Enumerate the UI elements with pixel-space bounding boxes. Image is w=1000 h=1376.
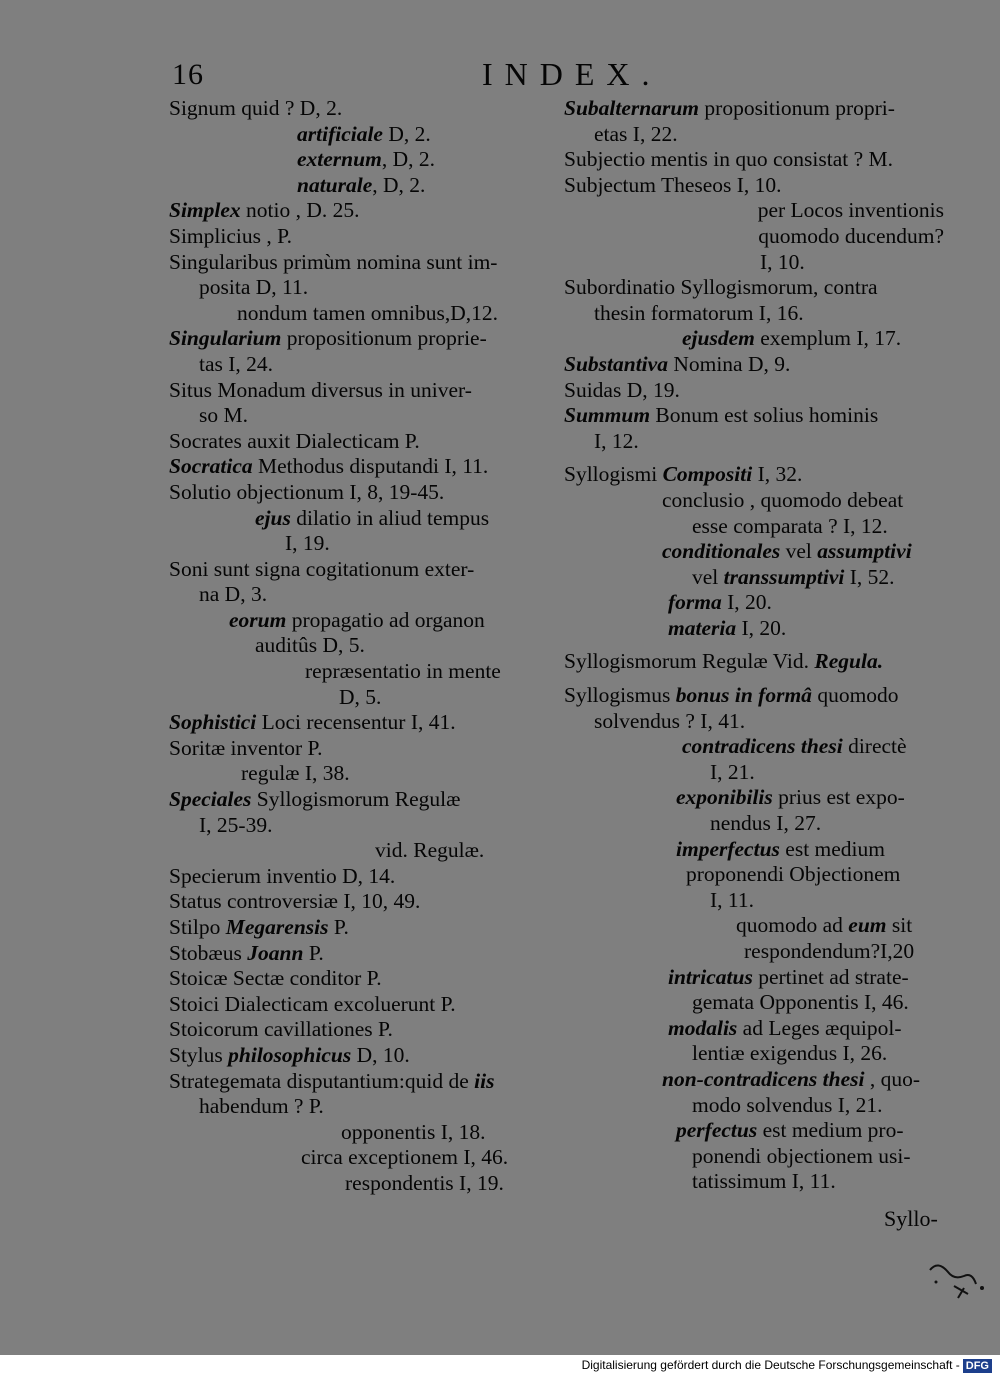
- index-text: D, 5.: [339, 684, 382, 709]
- index-entry-line: [564, 939, 944, 965]
- index-term-italic: imperfectus: [676, 836, 780, 861]
- index-text: proponendi Objectionem: [686, 862, 901, 887]
- index-entry-line: [564, 173, 944, 199]
- index-entry-line: [169, 531, 549, 557]
- index-text: etas I, 22.: [594, 121, 678, 146]
- index-entry-line: [169, 429, 549, 455]
- index-entry-line: [169, 301, 549, 327]
- index-entry-line: [564, 326, 944, 352]
- index-text: conclusio , quomodo debeat: [662, 487, 904, 512]
- index-text: I, 25-39.: [199, 812, 273, 837]
- index-text: sit: [886, 913, 913, 938]
- index-text: Specierum inventio D, 14.: [169, 863, 396, 888]
- index-text: Loci recensentur I, 41.: [256, 710, 456, 735]
- index-entry-line: [564, 301, 944, 327]
- index-text: Signum quid ? D, 2.: [169, 96, 343, 120]
- index-term-italic: Compositi: [662, 462, 753, 487]
- index-text: Stoici Dialecticam excoluerunt P.: [169, 991, 456, 1016]
- index-text: Socrates auxit Dialecticam P.: [169, 428, 420, 453]
- index-text: Stoicæ Sectæ conditor P.: [169, 966, 382, 991]
- index-text: Stilpo: [169, 915, 226, 939]
- index-entry-line: [169, 941, 549, 967]
- index-text: Methodus disputandi I, 11.: [252, 454, 489, 479]
- index-term-italic: Sophistici: [169, 710, 257, 735]
- index-text: so M.: [199, 403, 248, 428]
- index-entry-line: [564, 811, 944, 837]
- index-term-italic: artificiale: [297, 121, 383, 146]
- index-entry-line: [564, 488, 944, 514]
- index-entry-line: [564, 1169, 944, 1195]
- index-term-italic: transsumptivi: [723, 564, 845, 589]
- index-entry-line: [169, 122, 549, 148]
- index-entry-line: [564, 913, 944, 939]
- index-text: Stobæus: [169, 940, 248, 965]
- index-text: I, 20.: [736, 615, 787, 640]
- index-text: tas I, 24.: [199, 351, 274, 376]
- index-term-italic: modalis: [668, 1015, 738, 1040]
- index-entry-line: [169, 685, 549, 711]
- index-entry-line: [564, 250, 944, 276]
- index-entry-line: [564, 990, 944, 1016]
- index-text: est medium pro-: [757, 1118, 904, 1143]
- index-text: propagatio ad organon: [286, 607, 485, 632]
- index-entry-line: [564, 352, 944, 378]
- page-number: 16: [172, 58, 204, 91]
- index-text: Nomina D, 9.: [667, 351, 791, 376]
- index-term-italic: contradicens: [682, 734, 796, 759]
- index-text: Strategemata disputantium:quid de: [169, 1068, 475, 1093]
- index-entry-line: [169, 787, 549, 813]
- index-entry-line: [564, 224, 944, 250]
- index-entry-line: [564, 785, 944, 811]
- dfg-logo: DFG: [963, 1359, 992, 1373]
- index-term-italic: non-contradicens thesi: [662, 1066, 865, 1091]
- index-text: I, 19.: [285, 531, 330, 556]
- index-term-italic: Socratica: [169, 454, 253, 479]
- index-text: est medium: [779, 836, 886, 861]
- index-entry-line: [564, 96, 944, 122]
- index-text: Subjectio mentis in quo consistat ? M.: [564, 147, 894, 172]
- index-entry-line: [169, 198, 549, 224]
- index-term-italic: assumptivi: [817, 539, 912, 564]
- index-text: na D, 3.: [199, 582, 268, 607]
- index-entry-line: [564, 565, 944, 591]
- index-term-italic: iis: [474, 1068, 495, 1093]
- index-entry-line: [169, 403, 549, 429]
- index-entry-line: [169, 147, 549, 173]
- index-text: nendus I, 27.: [710, 811, 822, 836]
- index-entry-line: [169, 506, 549, 532]
- index-entry-line: [169, 378, 549, 404]
- index-term-italic: Substantiva: [564, 351, 668, 376]
- index-text: Bonum est solius hominis: [650, 403, 879, 428]
- index-entry-line: [564, 709, 944, 735]
- index-text: vel: [692, 564, 724, 589]
- index-text: opponentis I, 18.: [341, 1119, 486, 1144]
- index-term-italic: bonus in formâ: [675, 683, 812, 708]
- index-entry-line: [564, 514, 944, 540]
- index-entry-line: [169, 582, 549, 608]
- index-term-italic: Megarensis: [225, 915, 329, 939]
- index-entry-line: [169, 838, 549, 864]
- index-text: habendum ? P.: [199, 1094, 324, 1119]
- index-entry-line: [169, 864, 549, 890]
- index-entry-line: [169, 966, 549, 992]
- index-text: exemplum I, 17.: [754, 326, 902, 351]
- index-text: solvendus ? I, 41.: [594, 708, 746, 733]
- index-term-italic: eorum: [229, 607, 287, 632]
- index-entry-line: [169, 633, 549, 659]
- index-text: respondendum?I,20: [744, 939, 915, 963]
- index-term-italic: Regula.: [814, 649, 884, 674]
- index-text: modo solvendus I, 21.: [692, 1092, 883, 1117]
- index-entry-line: [564, 147, 944, 173]
- index-entry-line: [169, 454, 549, 480]
- index-text: Situs Monadum diversus in univer-: [169, 377, 472, 402]
- index-text: , quo-: [864, 1066, 921, 1091]
- index-term-italic: Summum: [564, 403, 651, 428]
- index-text: Stoicorum cavillationes P.: [169, 1017, 393, 1042]
- index-text: I, 52.: [844, 564, 895, 589]
- index-text: posita D, 11.: [199, 275, 309, 300]
- index-entry-line: [169, 813, 549, 839]
- index-term-italic: Joann: [247, 940, 304, 965]
- index-text: D, 10.: [351, 1042, 410, 1067]
- index-entry-line: [564, 862, 944, 888]
- index-text: Subordinatio Syllogismorum, contra: [564, 275, 878, 300]
- footer-text: Digitalisierung gefördert durch die Deutsche Forschungsgemeinschaft -: [581, 1358, 960, 1372]
- index-term-italic: thesi: [800, 734, 843, 759]
- index-text: Status controversiæ I, 10, 49.: [169, 889, 421, 914]
- index-entry-line: [169, 1069, 549, 1095]
- index-entry-line: [169, 889, 549, 915]
- index-entry-line: [564, 1041, 944, 1067]
- index-text: quomodo ducendum?: [758, 223, 944, 248]
- index-text: quomodo: [811, 683, 899, 708]
- index-text: dilatio in aliud tempus: [290, 505, 490, 530]
- index-text: circa exceptionem I, 46.: [301, 1145, 509, 1170]
- index-term-italic: exponibilis: [676, 785, 773, 810]
- index-entry-line: [169, 352, 549, 378]
- index-entry-line: [564, 616, 944, 642]
- index-term-italic: Speciales: [169, 787, 252, 812]
- index-text: ad Leges æquipol-: [737, 1015, 902, 1040]
- index-text: Syllogismorum Regulæ: [251, 787, 461, 812]
- index-entry-line: [169, 96, 549, 122]
- running-head: INDEX.: [482, 56, 662, 92]
- index-text: pertinet ad strate-: [752, 964, 909, 989]
- index-text: Syllogismorum Regulæ Vid.: [564, 649, 815, 674]
- index-text: Suidas D, 19.: [564, 377, 680, 402]
- ink-smudge: [924, 1258, 990, 1302]
- index-text: regulæ I, 38.: [241, 761, 350, 786]
- index-term-italic: forma: [668, 590, 722, 615]
- index-text: Soritæ inventor P.: [169, 735, 323, 760]
- index-text: prius est expo-: [772, 785, 905, 810]
- index-term-italic: Subalternarum: [564, 96, 700, 120]
- index-entry-line: [564, 760, 944, 786]
- index-term-italic: perfectus: [676, 1118, 758, 1143]
- index-text: Solutio objectionum I, 8, 19-45.: [169, 479, 445, 504]
- index-text: Soni sunt signa cogitationum exter-: [169, 556, 475, 581]
- index-entry-line: [169, 224, 549, 250]
- index-entry-line: [169, 736, 549, 762]
- index-entry-line: [169, 173, 549, 199]
- catchword: Syllo-: [884, 1206, 938, 1231]
- index-entry-line: [564, 539, 944, 565]
- index-text: P.: [328, 915, 349, 939]
- index-term-italic: ejusdem: [682, 326, 755, 351]
- index-entry-line: [564, 198, 944, 224]
- index-entry-line: [169, 1120, 549, 1146]
- index-entry-line: [564, 590, 944, 616]
- index-text: vel: [780, 539, 818, 564]
- index-entry-line: [564, 965, 944, 991]
- index-entry-line: [169, 1171, 549, 1197]
- index-text: I, 32.: [752, 462, 803, 487]
- index-text: Simplicius , P.: [169, 223, 293, 248]
- index-text: propositionum proprie-: [281, 326, 487, 351]
- index-term-italic: intricatus: [668, 964, 753, 989]
- index-text: nondum tamen omnibus,D,12.: [237, 300, 498, 325]
- index-entry-line: [564, 1067, 944, 1093]
- index-text: I, 11.: [710, 887, 754, 912]
- index-text: Stylus: [169, 1042, 229, 1067]
- index-entry-line: [169, 250, 549, 276]
- index-term-italic: conditionales: [662, 539, 781, 564]
- index-entry-line: [564, 275, 944, 301]
- index-entry-line: [169, 557, 549, 583]
- index-entry-line: [564, 462, 944, 488]
- index-entry-line: [564, 403, 944, 429]
- index-text: auditûs D, 5.: [255, 633, 365, 658]
- index-text: D, 2.: [382, 121, 431, 146]
- index-text: gemata Opponentis I, 46.: [692, 990, 909, 1015]
- index-text: I, 12.: [594, 428, 639, 453]
- index-text: ponendi objectionem usi-: [692, 1143, 911, 1168]
- index-term-italic: naturale: [297, 172, 373, 197]
- index-text: notio , D. 25.: [240, 198, 360, 223]
- index-entry-line: [169, 608, 549, 634]
- index-entry-line: [564, 1016, 944, 1042]
- index-entry-line: [169, 710, 549, 736]
- index-entry-line: [169, 1017, 549, 1043]
- index-text: vid. Regulæ.: [375, 838, 485, 863]
- index-entry-line: [564, 1118, 944, 1144]
- index-entry-line: [564, 837, 944, 863]
- index-entry-line: [564, 1144, 944, 1170]
- index-entry-line: [169, 480, 549, 506]
- index-term-italic: ejus: [255, 505, 291, 530]
- index-entry-line: [169, 326, 549, 352]
- index-text: I, 21.: [710, 759, 755, 784]
- index-entry-line: [169, 275, 549, 301]
- index-text: tatissimum I, 11.: [692, 1169, 836, 1194]
- index-right-column: [564, 96, 944, 1195]
- index-entry-line: [169, 1094, 549, 1120]
- digitization-footer: [0, 1355, 1000, 1376]
- index-text: I, 10.: [760, 249, 805, 274]
- index-entry-line: [564, 888, 944, 914]
- index-entry-line: [564, 122, 944, 148]
- index-text: I, 20.: [721, 590, 772, 615]
- index-term-italic: philosophicus: [228, 1042, 352, 1067]
- index-entry-line: [564, 429, 944, 455]
- index-entry-line: [169, 915, 549, 941]
- index-text: propositionum propri-: [699, 96, 895, 120]
- index-entry-line: [564, 734, 944, 760]
- index-term-italic: Simplex: [169, 198, 241, 223]
- index-entry-line: [169, 1043, 549, 1069]
- index-left-column: [169, 96, 549, 1197]
- index-entry-line: [169, 761, 549, 787]
- index-text: Syllogismus: [564, 683, 676, 708]
- index-entry-line: [564, 683, 944, 709]
- index-term-italic: eum: [848, 913, 887, 938]
- index-text: quomodo ad: [736, 913, 849, 938]
- index-entry-line: [169, 1145, 549, 1171]
- index-entry-line: [169, 659, 549, 685]
- index-text: directè: [842, 734, 907, 759]
- index-text: per Locos inventionis: [757, 198, 944, 223]
- index-entry-line: [564, 378, 944, 404]
- index-entry-line: [169, 992, 549, 1018]
- index-text: thesin formatorum I, 16.: [594, 300, 804, 325]
- index-text: P.: [303, 940, 324, 965]
- index-text: lentiæ exigendus I, 26.: [692, 1041, 888, 1066]
- index-entry-line: [564, 649, 944, 675]
- index-text: , D, 2.: [381, 147, 435, 172]
- index-text: Singularibus primùm nomina sunt im-: [169, 249, 498, 274]
- index-text: repræsentatio in mente: [305, 659, 501, 684]
- index-text: esse comparata ? I, 12.: [692, 513, 888, 538]
- index-entry-line: [564, 1093, 944, 1119]
- index-term-italic: Singularium: [169, 326, 282, 351]
- index-text: Syllogismi: [564, 462, 663, 487]
- index-text: respondentis I, 19.: [345, 1170, 504, 1195]
- index-term-italic: externum: [297, 147, 382, 172]
- index-text: , D, 2.: [372, 172, 426, 197]
- index-term-italic: materia: [668, 615, 737, 640]
- index-text: Subjectum Theseos I, 10.: [564, 172, 782, 197]
